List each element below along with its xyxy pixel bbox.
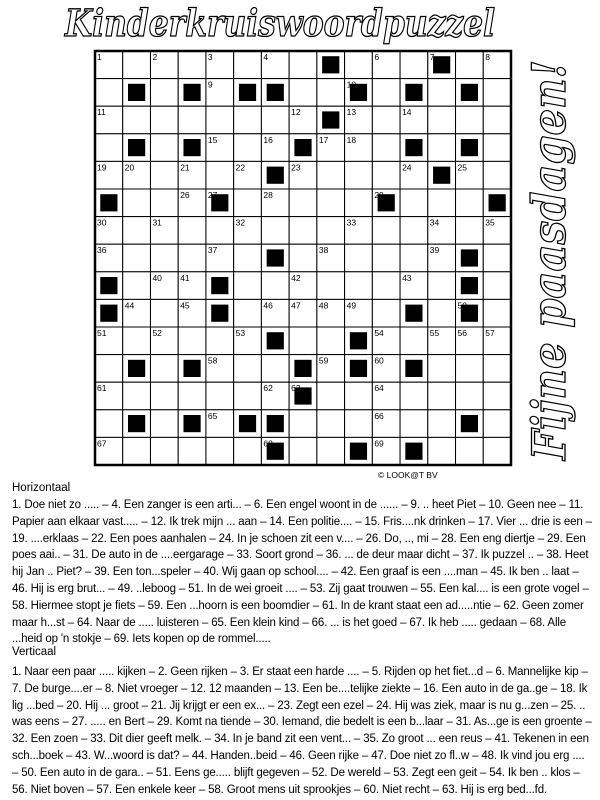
clue-number: 41 [180, 272, 190, 283]
grid-cell[interactable] [206, 217, 234, 245]
grid-cell[interactable] [456, 51, 484, 79]
clue-number: 63 [291, 383, 301, 394]
clue-number: 45 [180, 300, 190, 311]
grid-cell[interactable] [456, 217, 484, 245]
grid-cell[interactable] [95, 410, 123, 438]
grid-cell[interactable] [483, 161, 511, 189]
grid-cell[interactable] [123, 51, 151, 79]
grid-cell[interactable] [400, 189, 428, 217]
grid-cell[interactable] [261, 106, 289, 134]
grid-cell[interactable] [150, 437, 178, 465]
grid-cell[interactable] [317, 161, 345, 189]
black-square [489, 194, 506, 211]
crossword-grid-svg[interactable] [93, 49, 513, 467]
clue-number: 50 [457, 300, 468, 311]
clue-number: 53 [235, 328, 246, 338]
clue-number: 47 [291, 300, 301, 311]
grid-cell[interactable] [150, 244, 178, 272]
clue-number: 30 [97, 217, 107, 228]
black-square [100, 194, 117, 211]
grid-cell[interactable] [150, 382, 178, 410]
clue-number: 8 [485, 52, 491, 62]
black-square [100, 277, 117, 294]
grid-cell[interactable] [483, 355, 511, 383]
grid-cell[interactable] [150, 355, 178, 383]
black-square [239, 415, 256, 432]
clue-number: 7 [429, 52, 435, 62]
grid-cell[interactable] [289, 189, 317, 217]
grid-cell[interactable] [428, 189, 456, 217]
grid-cell[interactable] [289, 244, 317, 272]
grid-cell[interactable] [206, 161, 234, 189]
black-square [294, 139, 311, 156]
black-square [405, 305, 422, 322]
grid-cell[interactable] [289, 51, 317, 79]
black-square [461, 277, 478, 294]
grid-cell[interactable] [206, 437, 234, 465]
clue-number: 52 [152, 328, 162, 338]
grid-cell[interactable] [261, 355, 289, 383]
clue-number: 33 [346, 217, 357, 228]
clue-number: 19 [97, 162, 107, 173]
clue-number: 60 [374, 355, 384, 366]
grid-cell[interactable] [150, 299, 178, 327]
grid-cell[interactable] [317, 410, 345, 438]
clue-number: 68 [263, 438, 273, 449]
black-square [128, 84, 145, 101]
black-square [267, 332, 284, 349]
grid-cell[interactable] [234, 51, 262, 79]
clue-number: 67 [97, 438, 107, 449]
grid-cell[interactable] [123, 437, 151, 465]
black-square [461, 139, 478, 156]
black-square [433, 167, 450, 184]
clue-number: 3 [207, 52, 213, 62]
grid-cell[interactable] [150, 410, 178, 438]
grid-cell[interactable] [345, 51, 373, 79]
grid-cell[interactable] [372, 217, 400, 245]
grid-cell[interactable] [400, 410, 428, 438]
grid-cell[interactable] [317, 189, 345, 217]
grid-cell[interactable] [289, 437, 317, 465]
grid-cell[interactable] [234, 244, 262, 272]
black-square [239, 84, 256, 101]
black-square [267, 415, 284, 432]
black-square [350, 443, 367, 460]
black-square [433, 56, 450, 73]
clue-number: 24 [402, 162, 412, 173]
clue-number: 35 [485, 217, 495, 228]
grid-cell[interactable] [317, 382, 345, 410]
clue-number: 10 [346, 79, 357, 90]
black-square [267, 167, 284, 184]
black-square [183, 415, 200, 432]
grid-cell[interactable] [178, 437, 206, 465]
grid-cell[interactable] [400, 51, 428, 79]
black-square [405, 84, 422, 101]
grid-cell[interactable] [206, 327, 234, 355]
black-square [128, 139, 145, 156]
grid-cell[interactable] [428, 79, 456, 107]
clue-number: 36 [97, 245, 107, 256]
grid-cell[interactable] [428, 410, 456, 438]
grid-cell[interactable] [483, 437, 511, 465]
black-square [294, 360, 311, 377]
clue-number: 15 [207, 134, 218, 145]
grid-cell[interactable] [234, 189, 262, 217]
black-square [461, 84, 478, 101]
clue-number: 43 [402, 272, 412, 283]
grid-cell[interactable] [372, 79, 400, 107]
clue-number: 28 [263, 190, 273, 200]
grid-cell[interactable] [123, 272, 151, 300]
clue-number: 31 [152, 217, 162, 228]
clue-number: 34 [429, 217, 440, 228]
clue-number: 65 [207, 410, 218, 421]
grid-cell[interactable] [95, 79, 123, 107]
grid-cell[interactable] [400, 327, 428, 355]
clue-number: 64 [374, 383, 384, 394]
grid-cell[interactable] [234, 437, 262, 465]
grid-cell[interactable] [428, 134, 456, 162]
clue-number: 6 [374, 52, 380, 62]
grid-cell[interactable] [483, 244, 511, 272]
grid-cell[interactable] [234, 106, 262, 134]
grid-cell[interactable] [456, 382, 484, 410]
clue-number: 1 [97, 52, 102, 62]
clue-number: 44 [124, 300, 135, 311]
grid-cell[interactable] [234, 299, 262, 327]
clue-number: 40 [152, 272, 162, 283]
clue-number: 39 [429, 245, 440, 256]
clue-number: 46 [263, 300, 273, 311]
black-square [128, 360, 145, 377]
clue-number: 25 [457, 162, 468, 173]
puzzle-title [60, 2, 500, 46]
grid-cell[interactable] [400, 244, 428, 272]
grid-cell[interactable] [150, 106, 178, 134]
clue-number: 26 [180, 190, 190, 200]
grid-cell[interactable] [261, 272, 289, 300]
clue-number: 32 [235, 217, 246, 228]
black-square [128, 415, 145, 432]
grid-cell[interactable] [234, 382, 262, 410]
clue-number: 62 [263, 383, 273, 394]
clue-number: 55 [429, 328, 440, 338]
black-square [211, 277, 228, 294]
grid-cell[interactable] [289, 217, 317, 245]
black-square [183, 360, 200, 377]
grid-cell[interactable] [317, 272, 345, 300]
clue-number: 2 [152, 52, 158, 62]
horizontal-heading: Horizontaal [12, 482, 71, 494]
puzzle-title-text: Kinderkruiswoordpuzzel [64, 1, 496, 45]
clue-number: 42 [291, 272, 301, 283]
grid-cell[interactable] [150, 189, 178, 217]
easter-greeting [515, 19, 595, 470]
grid-cell[interactable] [289, 79, 317, 107]
clue-number: 20 [124, 162, 135, 173]
clue-number: 14 [402, 107, 412, 118]
clue-number: 22 [235, 162, 246, 173]
grid-cell[interactable] [345, 410, 373, 438]
clue-number: 37 [207, 245, 218, 256]
clue-number: 11 [97, 107, 106, 118]
grid-cell[interactable] [178, 51, 206, 79]
black-square [183, 139, 200, 156]
grid-cell[interactable] [289, 327, 317, 355]
grid-cell[interactable] [150, 161, 178, 189]
grid-cell[interactable] [456, 355, 484, 383]
grid-cell[interactable] [123, 189, 151, 217]
grid-cell[interactable] [95, 134, 123, 162]
vertical-heading: Verticaal [12, 646, 57, 658]
grid-cell[interactable] [345, 382, 373, 410]
grid-cell[interactable] [317, 437, 345, 465]
grid-cell[interactable] [123, 244, 151, 272]
grid-cell[interactable] [150, 79, 178, 107]
clue-number: 4 [263, 52, 269, 62]
grid-cell[interactable] [317, 79, 345, 107]
grid-cell[interactable] [206, 382, 234, 410]
clue-number: 18 [346, 134, 357, 145]
grid-cell[interactable] [483, 272, 511, 300]
grid-cell[interactable] [456, 437, 484, 465]
grid-cell[interactable] [372, 272, 400, 300]
grid-cell[interactable] [317, 217, 345, 245]
grid-cell[interactable] [372, 244, 400, 272]
grid-cell[interactable] [428, 272, 456, 300]
grid-cell[interactable] [123, 327, 151, 355]
clue-number: 56 [457, 328, 468, 338]
black-square [267, 84, 284, 101]
grid-cell[interactable] [178, 217, 206, 245]
grid-cell[interactable] [428, 106, 456, 134]
copyright-notice: © LOOK@T BV [378, 470, 438, 480]
grid-cell[interactable] [95, 355, 123, 383]
black-square [100, 305, 117, 322]
clue-number: 66 [374, 410, 384, 421]
black-square [405, 443, 422, 460]
grid-cell[interactable] [178, 106, 206, 134]
easter-greeting-text: Fijne paasdagen! [522, 19, 576, 460]
grid-cell[interactable] [206, 106, 234, 134]
clue-number: 12 [291, 107, 301, 118]
grid-cell[interactable] [483, 382, 511, 410]
black-square [322, 56, 339, 73]
grid-cell[interactable] [456, 106, 484, 134]
black-square [405, 139, 422, 156]
grid-cell[interactable] [428, 355, 456, 383]
clue-number: 59 [318, 355, 329, 366]
grid-cell[interactable] [483, 79, 511, 107]
black-square [461, 249, 478, 266]
crossword-grid[interactable] [93, 49, 513, 467]
clue-number: 9 [207, 79, 213, 90]
clue-number: 29 [374, 190, 384, 200]
grid-cell[interactable] [150, 134, 178, 162]
clue-number: 58 [207, 355, 218, 366]
black-square [350, 360, 367, 377]
vertical-clues: 1. Naar een paar ..... kijken – 2. Geen rijken – 3. Er staat een harde .... – 5. Rijden op het fiet...d – 6. Mannelijke kip – 7. De burge....er – 8. Niet vroeger – 12. 12 maanden – 13. Een be....telijke ziekte – 16. Een auto in de ga..ge – 18. Ik lig ...bed – 20. Hij ... groot – 21. Jij krijgt er een ex... – 23. Zegt een ezel – 24. Hij was ziek, maar is nu g...zen – 25. .. was eens – 27. ..... en Bert – 29. Komt na tiende – 30. Iemand, die bedelt is een b...laar – 31. As...ge is een groente – 32. Een zoen – 33. Dit dier geeft melk. – 34. In je band zit een vent... – 35. Zo groot ... een reus – 41. Tekenen in een sch...boek – 43. W...woord is dat? – 44. Handen..beid – 46. Geen rijke – 47. Doe niet zo fl..w – 48. Ik vind jou erg .... – 50. Een auto in de gara.. – 51. Eens ge..... blijft gegeven – 52. De wereld – 53. Zegt een geit – 54. Ik ben .. klos – 56. Niet boven – 57. Een enkele keer – 58. Groot mens uit sprookjes – 60. Niet recht – 63. Hij is erg bed...fd. [12, 666, 592, 796]
black-square [211, 305, 228, 322]
grid-cell[interactable] [345, 244, 373, 272]
grid-cell[interactable] [178, 244, 206, 272]
grid-cell[interactable] [428, 382, 456, 410]
grid-cell[interactable] [372, 106, 400, 134]
grid-cell[interactable] [400, 217, 428, 245]
clue-number: 61 [97, 383, 107, 394]
grid-cell[interactable] [456, 189, 484, 217]
clue-number: 17 [318, 134, 329, 145]
grid-cell[interactable] [483, 134, 511, 162]
horizontal-clues: 1. Doe niet zo ..... – 4. Een zanger is een arti... – 6. Een engel woont in de ...... – 9. .. heet Piet – 10. Geen nee – 11. Papier aan elkaar vast..... – 12. Ik trek mijn ... aan – 14. Een politie.... – 15. Fris....nk drinken – 17. Vier ... drie is een – 19. ....erklaas – 22. Een poes aanhalen – 24. In je schoen zit een v.... – 26. Do, .., mi – 28. Een eng diertje – 29. Een poes aai.. – 31. De auto in de ....eergarage – 33. Soort grond – 36. ... de deur maar dicht – 37. Ik puzzel .. – 38. Heet hij Jan .. Piet? – 39. Een ton...speler – 40. Wij gaan op school.... – 42. Een graaf is een ....man – 45. Ik ben .. laat – 46. Hij is erg brut... – 49. ..leboog – 51. In de wei groeit .... – 53. Zij gaat trouwen – 55. Een kal.... is een grote vogel – 58. Hiermee stopt je fiets – 59. Een ...hoorn is een boomdier – 61. In de krant staat een ad.....ntie – 62. Geen zomer maar h...st – 64. Naar de ..... luisteren – 65. Een klein kind – 66. ... is het goed – 67. Ik heb ..... gedaan – 68. Alle ...heid op 'n stokje – 69. Iets kopen op de rommel..... [12, 499, 592, 646]
grid-cell[interactable] [234, 355, 262, 383]
clue-number: 57 [485, 328, 495, 338]
grid-cell[interactable] [428, 299, 456, 327]
grid-cell[interactable] [261, 217, 289, 245]
clue-number: 54 [374, 328, 384, 338]
clue-number: 21 [180, 162, 190, 173]
grid-cell[interactable] [345, 272, 373, 300]
clue-number: 23 [291, 162, 301, 173]
black-square [322, 111, 339, 128]
grid-cell[interactable] [178, 327, 206, 355]
black-square [461, 415, 478, 432]
clue-number: 16 [263, 134, 273, 145]
grid-cell[interactable] [345, 189, 373, 217]
grid-cell[interactable] [372, 134, 400, 162]
clue-number: 49 [346, 300, 357, 311]
grid-cell[interactable] [317, 327, 345, 355]
grid-cell[interactable] [428, 437, 456, 465]
black-square [267, 249, 284, 266]
clue-number: 48 [318, 300, 329, 311]
grid-cell[interactable] [372, 161, 400, 189]
clue-number: 13 [346, 107, 357, 118]
grid-cell[interactable] [483, 299, 511, 327]
grid-cell[interactable] [372, 299, 400, 327]
grid-cell[interactable] [123, 106, 151, 134]
grid-cell[interactable] [123, 382, 151, 410]
grid-cell[interactable] [400, 382, 428, 410]
clue-number: 51 [97, 328, 107, 338]
grid-cell[interactable] [234, 134, 262, 162]
grid-cell[interactable] [178, 382, 206, 410]
grid-cell[interactable] [483, 410, 511, 438]
grid-cell[interactable] [123, 217, 151, 245]
grid-cell[interactable] [289, 410, 317, 438]
black-square [183, 84, 200, 101]
black-square [350, 332, 367, 349]
grid-cell[interactable] [234, 272, 262, 300]
grid-cell[interactable] [483, 106, 511, 134]
clue-number: 38 [318, 245, 329, 256]
clue-number: 27 [207, 190, 218, 200]
grid-cell[interactable] [345, 161, 373, 189]
clue-number: 69 [374, 438, 384, 449]
black-square [405, 360, 422, 377]
